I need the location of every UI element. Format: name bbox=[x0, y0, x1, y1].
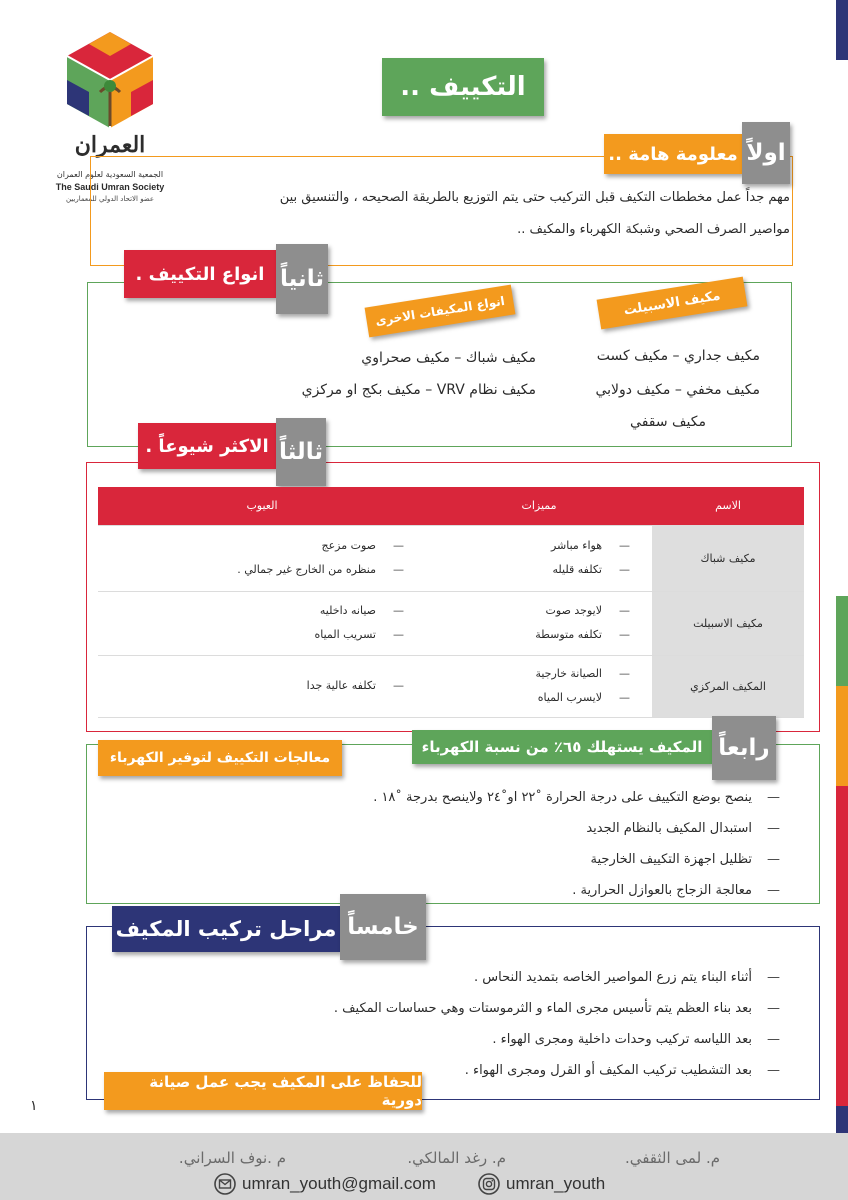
footer-email-text: umran_youth@gmail.com bbox=[242, 1174, 436, 1193]
split-ac-line-1: مكيف جداري – مكيف كست bbox=[596, 348, 760, 364]
section-3-heading: الاكثر شيوعاً . bbox=[138, 423, 276, 469]
section-4-number: رابعاً bbox=[712, 716, 776, 780]
list-item: — بعد التشطيب تركيب المكيف أو القرل ومجرى الهواء . bbox=[150, 1055, 780, 1086]
list-item: — بعد بناء العظم يتم تأسيس مجرى الماء و الثرموستات وهي حساسات المكيف . bbox=[150, 993, 780, 1024]
table-header-cons: العيوب bbox=[98, 487, 426, 525]
pros-item: — تكلفه قليله bbox=[426, 558, 630, 582]
section-1-body-line2: مواصير الصرف الصحي وشبكة الكهرباء والمكيف .. bbox=[517, 222, 790, 237]
cons-item: — منظره من الخارج غير جمالي . bbox=[98, 558, 404, 582]
maintenance-tag: للحفاظ على المكيف يجب عمل صيانة دورية bbox=[104, 1072, 422, 1110]
pros-item: — لايوجد صوت bbox=[426, 599, 630, 623]
section-4-heading: المكيف يستهلك ٦٥٪ من نسبة الكهرباء bbox=[412, 730, 712, 764]
row-name-central: المكيف المركزي bbox=[652, 655, 804, 717]
row-name-window: مكيف شباك bbox=[652, 525, 804, 591]
section-2-number: ثانياً bbox=[276, 244, 328, 314]
list-item: — معالجة الزجاج بالعوازل الحرارية . bbox=[150, 875, 780, 906]
pros-item: — هواء مباشر bbox=[426, 534, 630, 558]
edge-strip-green bbox=[836, 596, 848, 686]
row-name-split: مكيف الاسبيلت bbox=[652, 591, 804, 655]
cons-item: — تسريب المياه bbox=[98, 623, 404, 647]
list-item: — أثناء البناء يتم زرع المواصير الخاصه بتمديد النحاس . bbox=[150, 962, 780, 993]
footer-name-2: م. رغد المالكي. bbox=[407, 1149, 506, 1167]
list-item: — استبدال المكيف بالنظام الجديد bbox=[150, 813, 780, 844]
table-header-pros: مميزات bbox=[426, 487, 652, 525]
other-ac-tag: انواع المكيفات الاخرى bbox=[365, 285, 516, 338]
instagram-icon bbox=[478, 1173, 500, 1195]
other-ac-line-2: مكيف نظام VRV – مكيف بكج او مركزي bbox=[301, 382, 536, 398]
section-5-number: خامساً bbox=[340, 894, 426, 960]
pros-item: — لايسرب المياه bbox=[426, 686, 630, 710]
edge-strip-orange bbox=[836, 686, 848, 786]
other-ac-line-1: مكيف شباك – مكيف صحراوي bbox=[361, 350, 536, 366]
section-1-heading: معلومة هامة .. bbox=[604, 134, 742, 174]
section-2-heading: انواع التكييف . bbox=[124, 250, 276, 298]
edge-strip-navy bbox=[836, 0, 848, 60]
split-ac-tag: مكيف الاسبيلت bbox=[597, 277, 748, 330]
cons-item: — صيانه داخليه bbox=[98, 599, 404, 623]
footer-name-1: م. لمى الثقفي. bbox=[624, 1149, 720, 1167]
split-ac-line-2: مكيف مخفي – مكيف دولابي bbox=[595, 382, 760, 398]
section-3-number: ثالثاً bbox=[276, 418, 326, 486]
section-1-body-line1: مهم جداً عمل مخططات التكيف قبل التركيب حتى يتم التوزيع بالطريقة الصحيحه ، والتنسيق بين bbox=[279, 190, 790, 205]
common-ac-table bbox=[98, 487, 804, 718]
edge-strip-red bbox=[836, 786, 848, 1106]
footer-name-3: م .نوف السراني. bbox=[178, 1149, 286, 1167]
energy-saving-list bbox=[150, 782, 780, 906]
list-item: — بعد اللياسه تركيب وحدات داخلية ومجرى الهواء . bbox=[150, 1024, 780, 1055]
pros-item: — الصيانة خارجية bbox=[426, 662, 630, 686]
logo-english-name: The Saudi Umran Society bbox=[55, 182, 165, 192]
table-header-name: الاسم bbox=[652, 487, 804, 525]
list-item: — ينصح بوضع التكييف على درجة الحرارة ˚٢٢ او˚٢٤ ولاينصح بدرجة ˚١٨ . bbox=[150, 782, 780, 813]
footer-instagram[interactable] bbox=[478, 1172, 658, 1196]
section-1-number: اولاً bbox=[742, 122, 790, 184]
table-row bbox=[98, 591, 804, 655]
list-item: — تظليل اجهزة التكييف الخارجية bbox=[150, 844, 780, 875]
footer-email[interactable] bbox=[214, 1172, 474, 1196]
footer-instagram-text: umran_youth bbox=[506, 1174, 606, 1193]
table-row bbox=[98, 655, 804, 717]
cons-item: — تكلفه عالية جدا bbox=[98, 674, 404, 698]
pros-item: — تكلفه متوسطة bbox=[426, 623, 630, 647]
page-number: ١ bbox=[30, 1098, 38, 1114]
logo-cube-icon bbox=[65, 30, 155, 130]
logo-arabic-name: الجمعية السعودية لعلوم العمران bbox=[56, 170, 164, 179]
cons-item: — صوت مزعج bbox=[98, 534, 404, 558]
table-row bbox=[98, 525, 804, 591]
mail-icon bbox=[214, 1173, 236, 1195]
energy-saving-tag: معالجات التكييف لتوفير الكهرباء bbox=[98, 740, 342, 776]
split-ac-line-3: مكيف سقفي bbox=[630, 414, 706, 430]
page-title: التكييف .. bbox=[382, 58, 544, 116]
logo-script-name: العمران bbox=[74, 132, 146, 158]
logo-subtitle: عضو الاتحاد الدولي للمعماريين bbox=[65, 195, 155, 203]
installation-stages-list bbox=[150, 962, 780, 1086]
section-5-heading: مراحل تركيب المكيف bbox=[112, 906, 340, 952]
